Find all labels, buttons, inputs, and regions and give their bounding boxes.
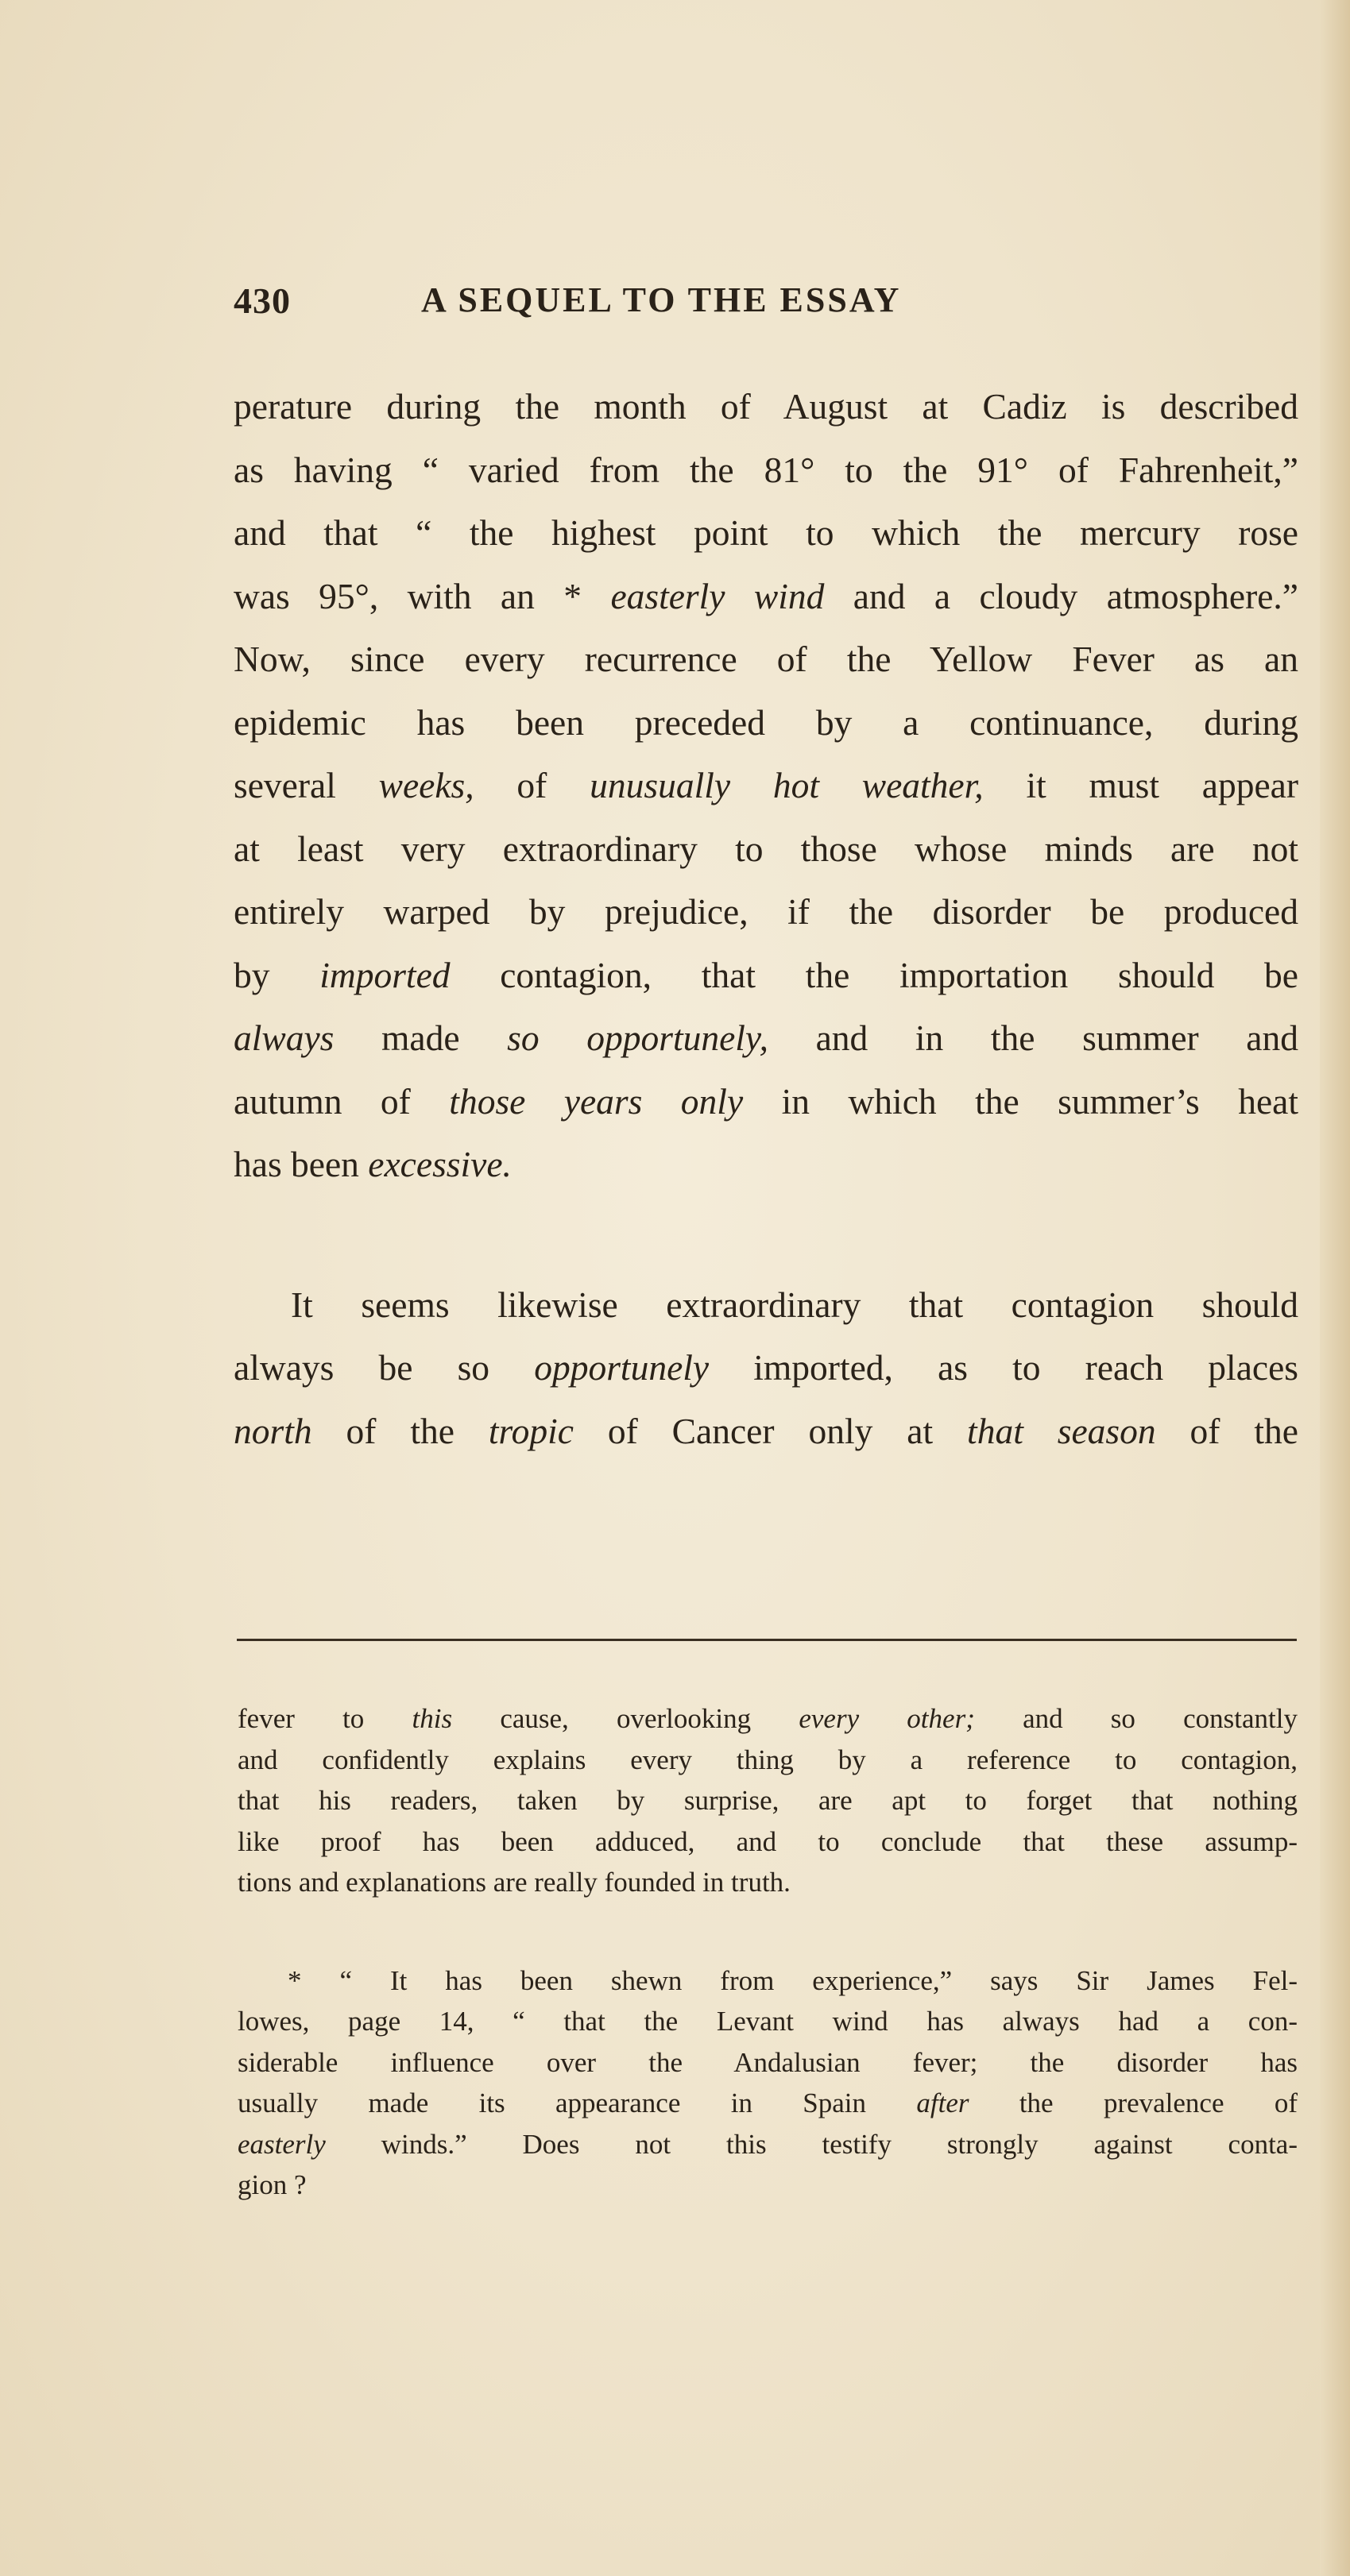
footnotes <box>238 1698 1298 2206</box>
footnote-line: like proof has been adduced, and to conclude that these assump- <box>238 1825 1298 1857</box>
text-line: always made so opportunely, and in the summer and <box>234 1018 1298 1058</box>
text-line: always be so opportunely imported, as to reach places <box>234 1347 1298 1388</box>
footnote-line: * “ It has been shewn from experience,” says Sir James Fel- <box>288 1964 1298 1996</box>
footnote-line: lowes, page 14, “ that the Levant wind has always had a con- <box>238 2006 1298 2037</box>
text-line: at least very extraordinary to those whose minds are not <box>234 828 1298 869</box>
footnote-line: easterly winds.” Does not this testify strongly against conta- <box>238 2128 1298 2160</box>
text-line: autumn of those years only in which the summer’s heat <box>234 1080 1298 1122</box>
text-line: by imported contagion, that the importation should be <box>234 954 1298 995</box>
running-title: A SEQUEL TO THE ESSAY <box>421 280 902 319</box>
footnote-line: that his readers, taken by surprise, are apt to forget that nothing <box>238 1785 1298 1816</box>
page-edge-shadow <box>1320 0 1350 2576</box>
text-line: perature during the month of August at Cadiz is described <box>234 386 1298 427</box>
footnote-line: tions and explanations are really founded in truth. <box>238 1867 791 1898</box>
text-line: entirely warped by prejudice, if the disorder be produced <box>234 891 1298 932</box>
text-line: several weeks, of unusually hot weather, it must appear <box>234 765 1299 805</box>
footnote-gap <box>238 1903 1298 1960</box>
text-line: was 95°, with an * easterly wind and a cloudy atmosphere.” <box>234 575 1299 616</box>
text-line: It seems likewise extraordinary that contagion should <box>291 1284 1298 1325</box>
paragraph-gap <box>234 1196 1298 1273</box>
footnote-line: usually made its appearance in Spain after the prevalence of <box>238 2087 1298 2118</box>
footnote-rule <box>237 1639 1297 1641</box>
text-line: north of the tropic of Cancer only at that season of the <box>234 1410 1298 1451</box>
text-line: and that “ the highest point to which the mercury rose <box>234 512 1298 553</box>
text-line: epidemic has been preceded by a continuance, during <box>234 701 1298 743</box>
running-head <box>234 280 1076 327</box>
page-number: 430 <box>234 280 291 321</box>
footnote-line: and confidently explains every thing by a reference to contagion, <box>238 1744 1298 1775</box>
text-line: has been excessive. <box>234 1144 512 1184</box>
footnote-line: fever to this cause, overlooking every other; and so constantly <box>238 1703 1298 1734</box>
footnote-line: gion ? <box>238 2169 307 2200</box>
body-text <box>234 375 1298 1462</box>
footnote-line: siderable influence over the Andalusian fever; the disorder has <box>238 2046 1298 2078</box>
text-line: as having “ varied from the 81° to the 91° of Fahrenheit,” <box>234 449 1298 490</box>
text-line: Now, since every recurrence of the Yellow Fever as an <box>234 639 1298 679</box>
